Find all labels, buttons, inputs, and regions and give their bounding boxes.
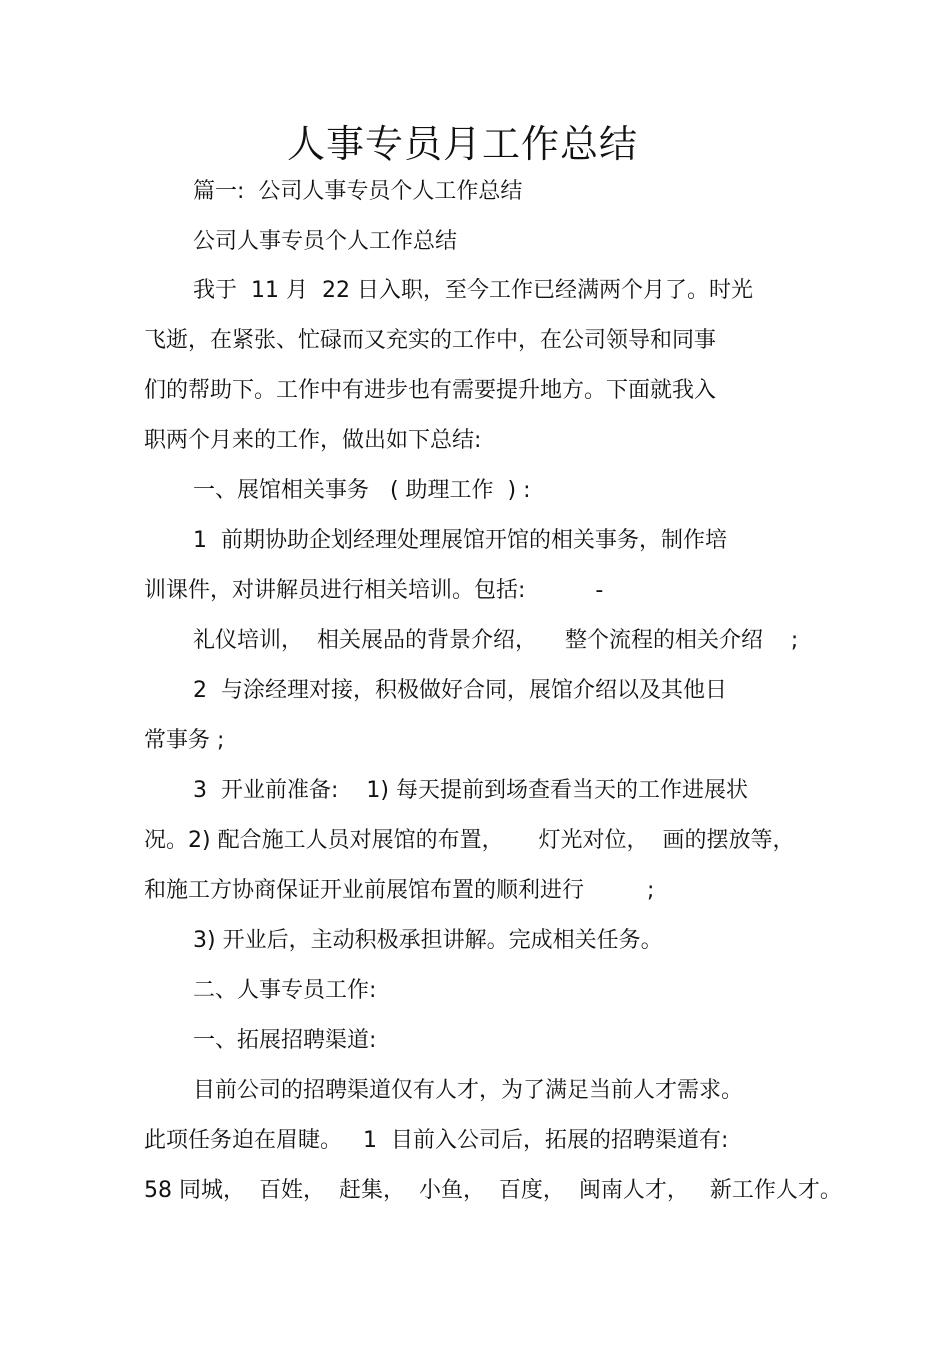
paragraph-line: 2 与涂经理对接，积极做好合同，展馆介绍以及其他日 (193, 678, 727, 703)
paragraph-line: 此项任务迫在眉睫。 1 目前入公司后，拓展的招聘渠道有: (144, 1128, 729, 1153)
document-title: 人事专员月工作总结 (286, 122, 638, 166)
subheading: 公司人事专员个人工作总结 (193, 229, 458, 254)
paragraph-line: 职两个月来的工作，做出如下总结: (144, 428, 482, 453)
paragraph-line: 礼仪培训， 相关展品的背景介绍， 整个流程的相关介绍 ; (193, 628, 799, 653)
paragraph-line: 和施工方协商保证开业前展馆布置的顺利进行 ; (144, 878, 655, 903)
section-heading: 篇一: 公司人事专员个人工作总结 (193, 179, 523, 204)
paragraph-line: 飞逝，在紧张、忙碌而又充实的工作中，在公司领导和同事 (144, 328, 717, 353)
section-heading: 二、人事专员工作: (193, 978, 377, 1003)
item-heading: 一、拓展招聘渠道: (193, 1028, 377, 1053)
paragraph-line: 况。2) 配合施工人员对展馆的布置， 灯光对位， 画的摆放等， (144, 828, 795, 853)
paragraph-line: 常事务 ; (144, 728, 225, 753)
paragraph-line: 目前公司的招聘渠道仅有人才，为了满足当前人才需求。 (193, 1078, 744, 1103)
paragraph-line: 3 开业前准备: 1) 每天提前到场查看当天的工作进展状 (193, 778, 748, 803)
paragraph-line: 我于 11 月 22 日入职，至今工作已经满两个月了。时光 (193, 278, 753, 303)
paragraph-line: 3) 开业后，主动积极承担讲解。完成相关任务。 (193, 928, 663, 953)
item-heading: 一、展馆相关事务 ( 助理工作 ) : (193, 478, 531, 503)
paragraph-line: 58 同城， 百姓， 赶集， 小鱼， 百度， 闽南人才， 新工作人才。 (144, 1178, 842, 1203)
paragraph-line: 训课件，对讲解员进行相关培训。包括: - (144, 578, 604, 603)
paragraph-line: 们的帮助下。工作中有进步也有需要提升地方。下面就我入 (144, 378, 717, 403)
paragraph-line: 1 前期协助企划经理处理展馆开馆的相关事务，制作培 (193, 528, 727, 553)
